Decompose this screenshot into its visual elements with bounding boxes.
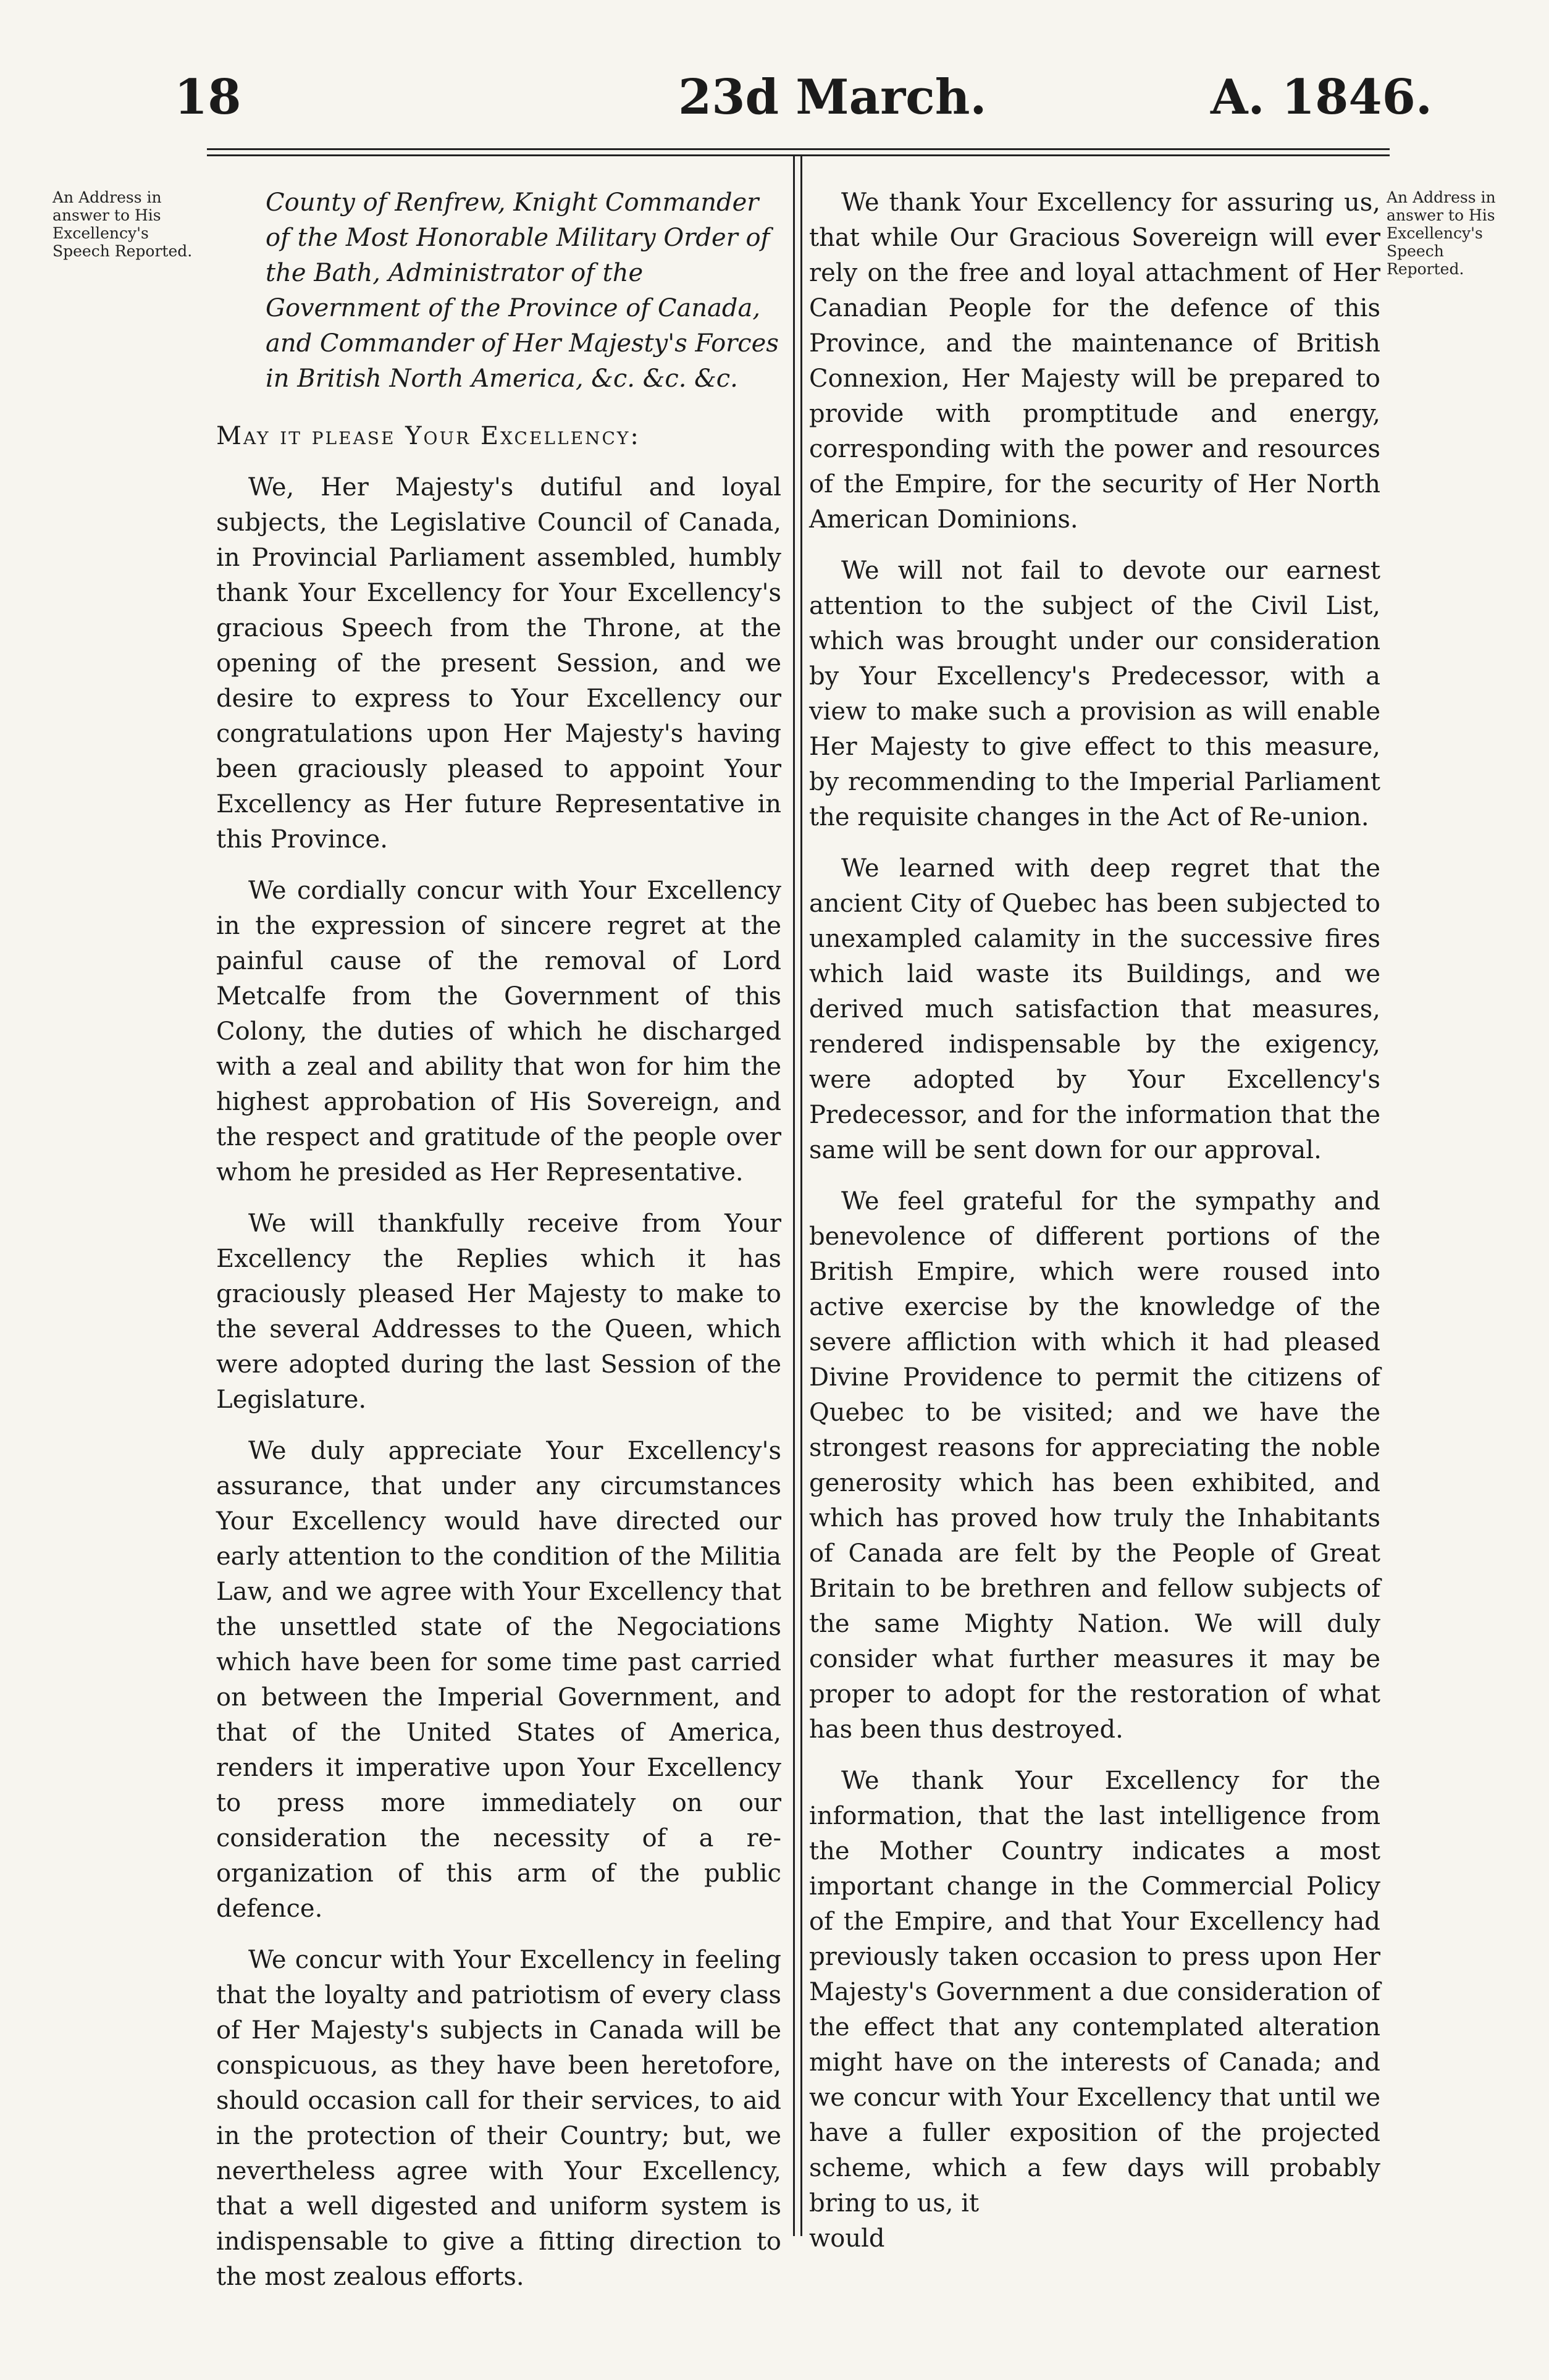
paragraph: We feel grateful for the sympathy and benevolence of different portions of the British Empire, which were roused into active exercise by the knowledge of the severe affliction with which it had pleased Divine Providence to permit the citizens of Quebec to be visited; and we have the strongest reasons for appreciating the noble generosity which has been exhibited, and which has proved how truly the Inhabitants of Canada are felt by the People of Great Britain to be brethren and fellow subjects of the same Mighty Nation. We will duly consider what further measures it may be proper to adopt for the restoration of what has been thus destroyed.	[809, 1187, 1380, 1744]
page-number: 18	[174, 69, 241, 125]
paragraph: We learned with deep regret that the ancient City of Quebec has been subjected to unexampled calamity in the successive fires which laid waste its Buildings, and we derived much satisfaction that measures, rendered indispensable by the exigency, were adopted by Your Excellency's Predecessor, and for the information that the same will be sent down for our approval.	[809, 854, 1380, 1164]
paragraph: We concur with Your Excellency in feeling that the loyalty and patriotism of every class of Her Majesty's subjects in Canada will be conspicuous, as they have been heretofore, should occasion call for their services, to aid in the protection of their Country; but, we nevertheless agree with Your Excellency, that a well digested and uniform system is indispensable to give a fitting direction to the most zealous efforts.	[216, 1946, 781, 2291]
column-divider-left	[793, 154, 795, 2236]
margin-note-left: An Address in answer to His Excellency's Speech Reported.	[52, 188, 193, 260]
header-rule-bottom	[207, 154, 1390, 156]
salutation: May it please Your Excellency:	[216, 422, 640, 450]
page-year: A. 1846.	[1211, 69, 1433, 125]
paragraph: We will thankfully receive from Your Excellency the Replies which it has graciously pleased Her Majesty to make to the several Addresses to the Queen, which were adopted during the last Session of the Legislature.	[216, 1209, 781, 1414]
right-column	[809, 185, 1380, 2256]
paragraph: We duly appreciate Your Excellency's assurance, that under any circumstances Your Excellency would have directed our early attention to the condition of the Militia Law, and we agree with Your Excellency that the unsettled state of the Negociations which have been for some time past carried on between the Imperial Government, and that of the United States of America, renders it imperative upon Your Excellency to press more immediately on our consideration the necessity of a re-organization of this arm of the public defence.	[216, 1437, 781, 1923]
header-rule-top	[207, 148, 1390, 150]
page-date: 23d March.	[678, 69, 987, 125]
column-divider-right	[800, 154, 802, 2236]
addressee: County of Renfrew, Knight Commander of the Most Honorable Military Order of the Bath, Administrator of the Government of the Province of Canada, and Commander of Her Majesty's Forces in British North America, &c. &c. &c.	[266, 188, 779, 393]
margin-note-right: An Address in answer to His Excellency's Speech Reported.	[1387, 188, 1496, 278]
catchword: would	[809, 2224, 885, 2253]
paragraph: We thank Your Excellency for assuring us, that while Our Gracious Sovereign will ever rely on the free and loyal attachment of Her Canadian People for the defence of this Province, and the maintenance of British Connexion, Her Majesty will be prepared to provide with promptitude and energy, corresponding with the power and resources of the Empire, for the security of Her North American Dominions.	[809, 188, 1380, 534]
paragraph: We will not fail to devote our earnest attention to the subject of the Civil List, which was brought under our consideration by Your Excellency's Predecessor, with a view to make such a provision as will enable Her Majesty to give effect to this measure, by recommending to the Imperial Parliament the requisite changes in the Act of Re-union.	[809, 557, 1380, 831]
paragraph: We, Her Majesty's dutiful and loyal subjects, the Legislative Council of Canada, in Provincial Parliament assembled, humbly thank Your Excellency for Your Excellency's gracious Speech from the Throne, at the opening of the present Session, and we desire to express to Your Excellency our congratulations upon Her Majesty's having been graciously pleased to appoint Your Excellency as Her future Representative in this Province.	[216, 473, 781, 854]
left-column	[216, 185, 781, 2311]
paragraph: We cordially concur with Your Excellency in the expression of sincere regret at the painful cause of the removal of Lord Metcalfe from the Government of this Colony, the duties of which he discharged with a zeal and ability that won for him the highest approbation of His Sovereign, and the respect and gratitude of the people over whom he presided as Her Representative.	[216, 877, 781, 1187]
paragraph: We thank Your Excellency for the information, that the last intelligence from the Mother Country indicates a most important change in the Commercial Policy of the Empire, and that Your Excellency had previously taken occasion to press upon Her Majesty's Government a due consideration of the effect that any contemplated alteration might have on the interests of Canada; and we concur with Your Excellency that until we have a fuller exposition of the projected scheme, which a few days will probably bring to us, it	[809, 1767, 1380, 2218]
